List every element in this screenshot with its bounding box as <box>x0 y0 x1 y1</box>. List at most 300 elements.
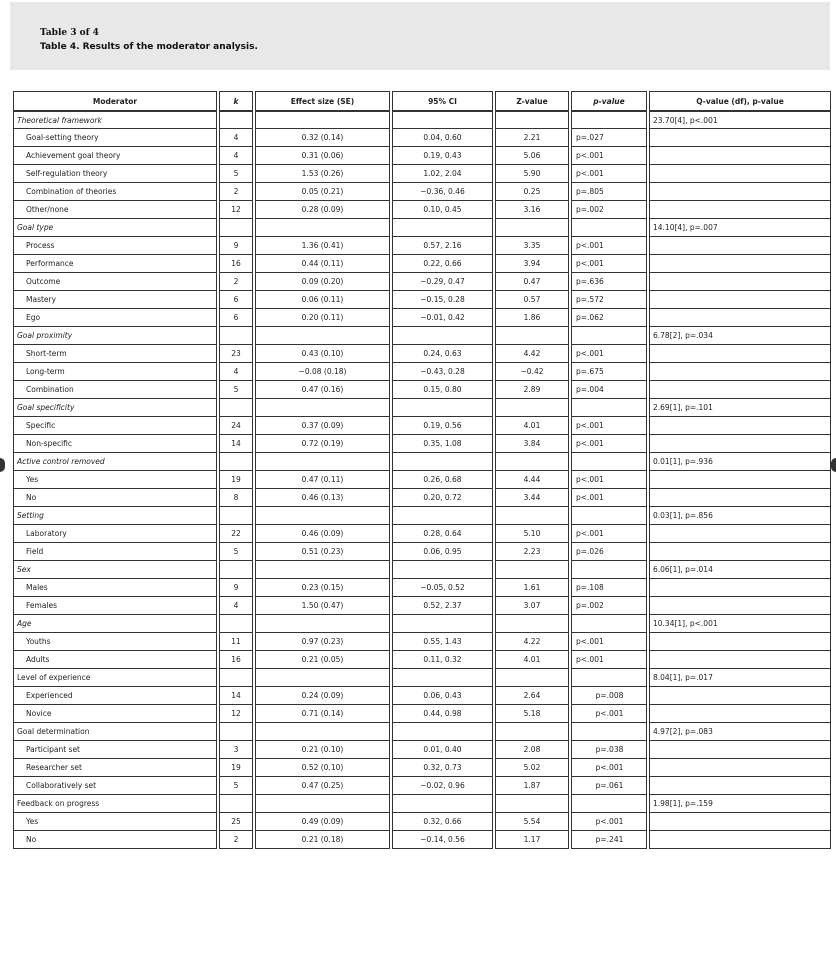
empty-cell <box>649 183 831 201</box>
table-row <box>13 759 831 777</box>
empty-cell <box>255 615 390 633</box>
ci-cell: −0.05, 0.52 <box>392 579 493 597</box>
empty-cell <box>571 723 647 741</box>
ci-cell: −0.36, 0.46 <box>392 183 493 201</box>
empty-cell <box>219 453 253 471</box>
z-value-cell: 4.42 <box>495 345 569 363</box>
p-value-cell: p=.636 <box>571 273 647 291</box>
p-value-cell: p<.001 <box>571 435 647 453</box>
effect-size-cell: 0.20 (0.11) <box>255 309 390 327</box>
moderator-group-row <box>13 111 831 129</box>
p-value-cell: p<.001 <box>571 525 647 543</box>
z-value-cell: 1.61 <box>495 579 569 597</box>
k-cell: 2 <box>219 273 253 291</box>
z-value-cell: 3.84 <box>495 435 569 453</box>
k-cell: 4 <box>219 129 253 147</box>
moderator-level-name: Participant set <box>13 741 217 759</box>
empty-cell <box>255 507 390 525</box>
effect-size-cell: 1.53 (0.26) <box>255 165 390 183</box>
effect-size-cell: 1.36 (0.41) <box>255 237 390 255</box>
empty-cell <box>255 399 390 417</box>
k-cell: 8 <box>219 489 253 507</box>
ci-cell: 0.06, 0.95 <box>392 543 493 561</box>
k-cell: 2 <box>219 183 253 201</box>
moderator-level-name: No <box>13 489 217 507</box>
empty-cell <box>495 723 569 741</box>
table-row <box>13 309 831 327</box>
empty-cell <box>255 219 390 237</box>
table-row <box>13 345 831 363</box>
moderator-group-name: Goal specificity <box>13 399 217 417</box>
ci-cell: 0.04, 0.60 <box>392 129 493 147</box>
q-value-cell: 1.98[1], p=.159 <box>649 795 831 813</box>
previous-table-arrow-icon[interactable] <box>0 458 5 472</box>
effect-size-cell: 0.44 (0.11) <box>255 255 390 273</box>
table-row <box>13 741 831 759</box>
moderator-group-name: Age <box>13 615 217 633</box>
table-row <box>13 273 831 291</box>
empty-cell <box>649 381 831 399</box>
z-value-cell: 0.47 <box>495 273 569 291</box>
p-value-cell: p<.001 <box>571 417 647 435</box>
z-value-cell: 5.54 <box>495 813 569 831</box>
z-value-cell: 2.23 <box>495 543 569 561</box>
p-value-cell: p=.675 <box>571 363 647 381</box>
empty-cell <box>255 723 390 741</box>
table-row <box>13 255 831 273</box>
p-value-cell: p<.001 <box>571 651 647 669</box>
empty-cell <box>649 147 831 165</box>
empty-cell <box>495 561 569 579</box>
table-row <box>13 165 831 183</box>
k-cell: 25 <box>219 813 253 831</box>
k-cell: 9 <box>219 579 253 597</box>
ci-cell: 0.32, 0.73 <box>392 759 493 777</box>
moderator-group-row <box>13 669 831 687</box>
table-row <box>13 579 831 597</box>
moderator-level-name: Adults <box>13 651 217 669</box>
effect-size-cell: 0.47 (0.16) <box>255 381 390 399</box>
moderator-level-name: Self-regulation theory <box>13 165 217 183</box>
empty-cell <box>392 219 493 237</box>
table-row <box>13 129 831 147</box>
empty-cell <box>649 759 831 777</box>
empty-cell <box>392 669 493 687</box>
column-header-z-value: Z-value <box>495 91 569 111</box>
table-row <box>13 291 831 309</box>
ci-cell: −0.29, 0.47 <box>392 273 493 291</box>
ci-cell: 0.35, 1.08 <box>392 435 493 453</box>
empty-cell <box>255 327 390 345</box>
k-cell: 14 <box>219 435 253 453</box>
table-row <box>13 435 831 453</box>
ci-cell: −0.02, 0.96 <box>392 777 493 795</box>
moderator-group-name: Setting <box>13 507 217 525</box>
k-cell: 19 <box>219 471 253 489</box>
empty-cell <box>495 111 569 129</box>
ci-cell: 0.20, 0.72 <box>392 489 493 507</box>
k-cell: 6 <box>219 309 253 327</box>
effect-size-cell: 0.47 (0.11) <box>255 471 390 489</box>
empty-cell <box>495 399 569 417</box>
empty-cell <box>649 831 831 849</box>
ci-cell: 0.26, 0.68 <box>392 471 493 489</box>
ci-cell: 0.24, 0.63 <box>392 345 493 363</box>
ci-cell: −0.01, 0.42 <box>392 309 493 327</box>
empty-cell <box>649 489 831 507</box>
table-row <box>13 831 831 849</box>
ci-cell: 0.06, 0.43 <box>392 687 493 705</box>
empty-cell <box>495 615 569 633</box>
moderator-level-name: Process <box>13 237 217 255</box>
table-row <box>13 237 831 255</box>
q-value-cell: 0.03[1], p=.856 <box>649 507 831 525</box>
k-cell: 22 <box>219 525 253 543</box>
p-value-cell: p<.001 <box>571 165 647 183</box>
z-value-cell: 4.01 <box>495 651 569 669</box>
effect-size-cell: 0.32 (0.14) <box>255 129 390 147</box>
q-value-cell: 6.78[2], p=.034 <box>649 327 831 345</box>
empty-cell <box>649 273 831 291</box>
moderator-level-name: Outcome <box>13 273 217 291</box>
z-value-cell: 5.06 <box>495 147 569 165</box>
z-value-cell: 1.87 <box>495 777 569 795</box>
p-value-cell: p=.108 <box>571 579 647 597</box>
q-value-cell: 2.69[1], p=.101 <box>649 399 831 417</box>
ci-cell: 0.19, 0.43 <box>392 147 493 165</box>
empty-cell <box>255 453 390 471</box>
ci-cell: 0.44, 0.98 <box>392 705 493 723</box>
q-value-cell: 23.70[4], p<.001 <box>649 111 831 129</box>
empty-cell <box>219 507 253 525</box>
ci-cell: −0.43, 0.28 <box>392 363 493 381</box>
moderator-group-name: Feedback on progress <box>13 795 217 813</box>
effect-size-cell: −0.08 (0.18) <box>255 363 390 381</box>
table-row <box>13 687 831 705</box>
p-value-cell: p=.062 <box>571 309 647 327</box>
moderator-group-row <box>13 795 831 813</box>
effect-size-cell: 0.72 (0.19) <box>255 435 390 453</box>
empty-cell <box>392 111 493 129</box>
moderator-level-name: Long-term <box>13 363 217 381</box>
empty-cell <box>649 291 831 309</box>
table-row <box>13 777 831 795</box>
z-value-cell: 0.25 <box>495 183 569 201</box>
k-cell: 5 <box>219 543 253 561</box>
empty-cell <box>219 561 253 579</box>
empty-cell <box>649 687 831 705</box>
effect-size-cell: 0.49 (0.09) <box>255 813 390 831</box>
z-value-cell: 4.22 <box>495 633 569 651</box>
empty-cell <box>649 309 831 327</box>
table-row <box>13 705 831 723</box>
moderator-level-name: Combination <box>13 381 217 399</box>
empty-cell <box>571 399 647 417</box>
empty-cell <box>649 651 831 669</box>
empty-cell <box>571 669 647 687</box>
empty-cell <box>649 471 831 489</box>
k-cell: 11 <box>219 633 253 651</box>
p-value-cell: p<.001 <box>571 705 647 723</box>
table-body <box>13 111 831 849</box>
moderator-level-name: Yes <box>13 813 217 831</box>
empty-cell <box>649 543 831 561</box>
k-cell: 19 <box>219 759 253 777</box>
z-value-cell: 4.01 <box>495 417 569 435</box>
table-row <box>13 471 831 489</box>
ci-cell: 0.28, 0.64 <box>392 525 493 543</box>
empty-cell <box>219 615 253 633</box>
moderator-group-row <box>13 723 831 741</box>
moderator-level-name: Experienced <box>13 687 217 705</box>
q-value-cell: 0.01[1], p=.936 <box>649 453 831 471</box>
table-caption: Table 4. Results of the moderator analysis. <box>40 42 258 52</box>
table-row <box>13 525 831 543</box>
empty-cell <box>649 579 831 597</box>
effect-size-cell: 0.23 (0.15) <box>255 579 390 597</box>
empty-cell <box>649 129 831 147</box>
moderator-group-row <box>13 399 831 417</box>
z-value-cell: 5.02 <box>495 759 569 777</box>
k-cell: 12 <box>219 201 253 219</box>
moderator-level-name: Ego <box>13 309 217 327</box>
empty-cell <box>495 219 569 237</box>
effect-size-cell: 0.71 (0.14) <box>255 705 390 723</box>
empty-cell <box>255 795 390 813</box>
ci-cell: 0.19, 0.56 <box>392 417 493 435</box>
k-cell: 5 <box>219 381 253 399</box>
ci-cell: 0.57, 2.16 <box>392 237 493 255</box>
effect-size-cell: 0.31 (0.06) <box>255 147 390 165</box>
empty-cell <box>392 453 493 471</box>
moderator-level-name: Goal-setting theory <box>13 129 217 147</box>
empty-cell <box>392 615 493 633</box>
ci-cell: 0.01, 0.40 <box>392 741 493 759</box>
effect-size-cell: 0.97 (0.23) <box>255 633 390 651</box>
p-value-cell: p=.027 <box>571 129 647 147</box>
moderator-level-name: Novice <box>13 705 217 723</box>
p-value-cell: p<.001 <box>571 255 647 273</box>
moderator-group-row <box>13 615 831 633</box>
z-value-cell: 5.90 <box>495 165 569 183</box>
empty-cell <box>495 669 569 687</box>
empty-cell <box>255 561 390 579</box>
k-cell: 5 <box>219 165 253 183</box>
table-header-banner <box>10 2 830 70</box>
z-value-cell: −0.42 <box>495 363 569 381</box>
moderator-group-name: Active control removed <box>13 453 217 471</box>
moderator-level-name: Performance <box>13 255 217 273</box>
effect-size-cell: 0.05 (0.21) <box>255 183 390 201</box>
effect-size-cell: 0.47 (0.25) <box>255 777 390 795</box>
z-value-cell: 3.44 <box>495 489 569 507</box>
column-header-moderator: Moderator <box>13 91 217 111</box>
z-value-cell: 2.64 <box>495 687 569 705</box>
z-value-cell: 5.18 <box>495 705 569 723</box>
moderator-level-name: Specific <box>13 417 217 435</box>
z-value-cell: 1.86 <box>495 309 569 327</box>
p-value-cell: p=.002 <box>571 201 647 219</box>
z-value-cell: 3.35 <box>495 237 569 255</box>
moderator-group-row <box>13 327 831 345</box>
moderator-analysis-table <box>11 91 833 849</box>
column-header-q-value: Q-value (df), p-value <box>649 91 831 111</box>
k-cell: 12 <box>219 705 253 723</box>
empty-cell <box>571 219 647 237</box>
moderator-level-name: Combination of theories <box>13 183 217 201</box>
empty-cell <box>219 399 253 417</box>
moderator-group-row <box>13 453 831 471</box>
ci-cell: 0.52, 2.37 <box>392 597 493 615</box>
ci-cell: −0.15, 0.28 <box>392 291 493 309</box>
empty-cell <box>649 813 831 831</box>
moderator-level-name: Males <box>13 579 217 597</box>
table-row <box>13 543 831 561</box>
k-cell: 3 <box>219 741 253 759</box>
moderator-level-name: Field <box>13 543 217 561</box>
empty-cell <box>392 507 493 525</box>
table-row <box>13 381 831 399</box>
moderator-group-name: Goal type <box>13 219 217 237</box>
p-value-cell: p=.002 <box>571 597 647 615</box>
empty-cell <box>649 597 831 615</box>
moderator-group-name: Goal proximity <box>13 327 217 345</box>
table-row <box>13 489 831 507</box>
ci-cell: 1.02, 2.04 <box>392 165 493 183</box>
empty-cell <box>571 453 647 471</box>
p-value-cell: p=.805 <box>571 183 647 201</box>
effect-size-cell: 0.06 (0.11) <box>255 291 390 309</box>
table-row <box>13 201 831 219</box>
k-cell: 2 <box>219 831 253 849</box>
z-value-cell: 0.57 <box>495 291 569 309</box>
moderator-level-name: Females <box>13 597 217 615</box>
empty-cell <box>649 201 831 219</box>
table-row <box>13 183 831 201</box>
p-value-cell: p=.241 <box>571 831 647 849</box>
k-cell: 16 <box>219 651 253 669</box>
table-row <box>13 147 831 165</box>
empty-cell <box>649 741 831 759</box>
ci-cell: 0.10, 0.45 <box>392 201 493 219</box>
moderator-level-name: Yes <box>13 471 217 489</box>
empty-cell <box>649 777 831 795</box>
empty-cell <box>571 561 647 579</box>
z-value-cell: 3.16 <box>495 201 569 219</box>
moderator-level-name: Youths <box>13 633 217 651</box>
ci-cell: 0.55, 1.43 <box>392 633 493 651</box>
empty-cell <box>649 435 831 453</box>
moderator-level-name: Laboratory <box>13 525 217 543</box>
effect-size-cell: 0.51 (0.23) <box>255 543 390 561</box>
k-cell: 5 <box>219 777 253 795</box>
effect-size-cell: 0.21 (0.10) <box>255 741 390 759</box>
p-value-cell: p=.026 <box>571 543 647 561</box>
column-header-p-value: p-value <box>571 91 647 111</box>
q-value-cell: 10.34[1], p<.001 <box>649 615 831 633</box>
empty-cell <box>392 327 493 345</box>
table-header-row <box>13 91 831 111</box>
empty-cell <box>571 507 647 525</box>
z-value-cell: 4.44 <box>495 471 569 489</box>
moderator-level-name: Collaboratively set <box>13 777 217 795</box>
q-value-cell: 4.97[2], p=.083 <box>649 723 831 741</box>
ci-cell: 0.11, 0.32 <box>392 651 493 669</box>
effect-size-cell: 0.43 (0.10) <box>255 345 390 363</box>
effect-size-cell: 0.09 (0.20) <box>255 273 390 291</box>
empty-cell <box>495 453 569 471</box>
q-value-cell: 6.06[1], p=.014 <box>649 561 831 579</box>
column-header-effect-size: Effect size (SE) <box>255 91 390 111</box>
k-cell: 4 <box>219 363 253 381</box>
q-value-cell: 8.04[1], p=.017 <box>649 669 831 687</box>
k-cell: 14 <box>219 687 253 705</box>
moderator-level-name: Researcher set <box>13 759 217 777</box>
z-value-cell: 3.07 <box>495 597 569 615</box>
empty-cell <box>219 723 253 741</box>
p-value-cell: p=.572 <box>571 291 647 309</box>
moderator-group-row <box>13 219 831 237</box>
table-counter: Table 3 of 4 <box>40 28 99 38</box>
effect-size-cell: 0.46 (0.13) <box>255 489 390 507</box>
z-value-cell: 2.89 <box>495 381 569 399</box>
column-header-ci: 95% CI <box>392 91 493 111</box>
empty-cell <box>649 237 831 255</box>
table-row <box>13 633 831 651</box>
k-cell: 9 <box>219 237 253 255</box>
moderator-level-name: Short-term <box>13 345 217 363</box>
empty-cell <box>649 345 831 363</box>
empty-cell <box>649 417 831 435</box>
effect-size-cell: 0.21 (0.18) <box>255 831 390 849</box>
empty-cell <box>649 255 831 273</box>
empty-cell <box>571 795 647 813</box>
empty-cell <box>495 327 569 345</box>
effect-size-cell: 0.24 (0.09) <box>255 687 390 705</box>
k-cell: 4 <box>219 147 253 165</box>
p-value-cell: p<.001 <box>571 489 647 507</box>
p-value-cell: p<.001 <box>571 147 647 165</box>
empty-cell <box>649 633 831 651</box>
effect-size-cell: 1.50 (0.47) <box>255 597 390 615</box>
moderator-group-name: Goal determination <box>13 723 217 741</box>
z-value-cell: 2.08 <box>495 741 569 759</box>
ci-cell: −0.14, 0.56 <box>392 831 493 849</box>
effect-size-cell: 0.52 (0.10) <box>255 759 390 777</box>
table-row <box>13 417 831 435</box>
k-cell: 23 <box>219 345 253 363</box>
empty-cell <box>219 111 253 129</box>
p-value-cell: p<.001 <box>571 237 647 255</box>
empty-cell <box>392 399 493 417</box>
empty-cell <box>392 561 493 579</box>
empty-cell <box>649 165 831 183</box>
ci-cell: 0.32, 0.66 <box>392 813 493 831</box>
p-value-cell: p<.001 <box>571 345 647 363</box>
k-cell: 4 <box>219 597 253 615</box>
effect-size-cell: 0.37 (0.09) <box>255 417 390 435</box>
p-value-cell: p=.008 <box>571 687 647 705</box>
k-cell: 6 <box>219 291 253 309</box>
empty-cell <box>571 327 647 345</box>
empty-cell <box>649 705 831 723</box>
z-value-cell: 1.17 <box>495 831 569 849</box>
empty-cell <box>649 363 831 381</box>
k-cell: 16 <box>219 255 253 273</box>
k-cell: 24 <box>219 417 253 435</box>
q-value-cell: 14.10[4], p=.007 <box>649 219 831 237</box>
p-value-cell: p<.001 <box>571 633 647 651</box>
